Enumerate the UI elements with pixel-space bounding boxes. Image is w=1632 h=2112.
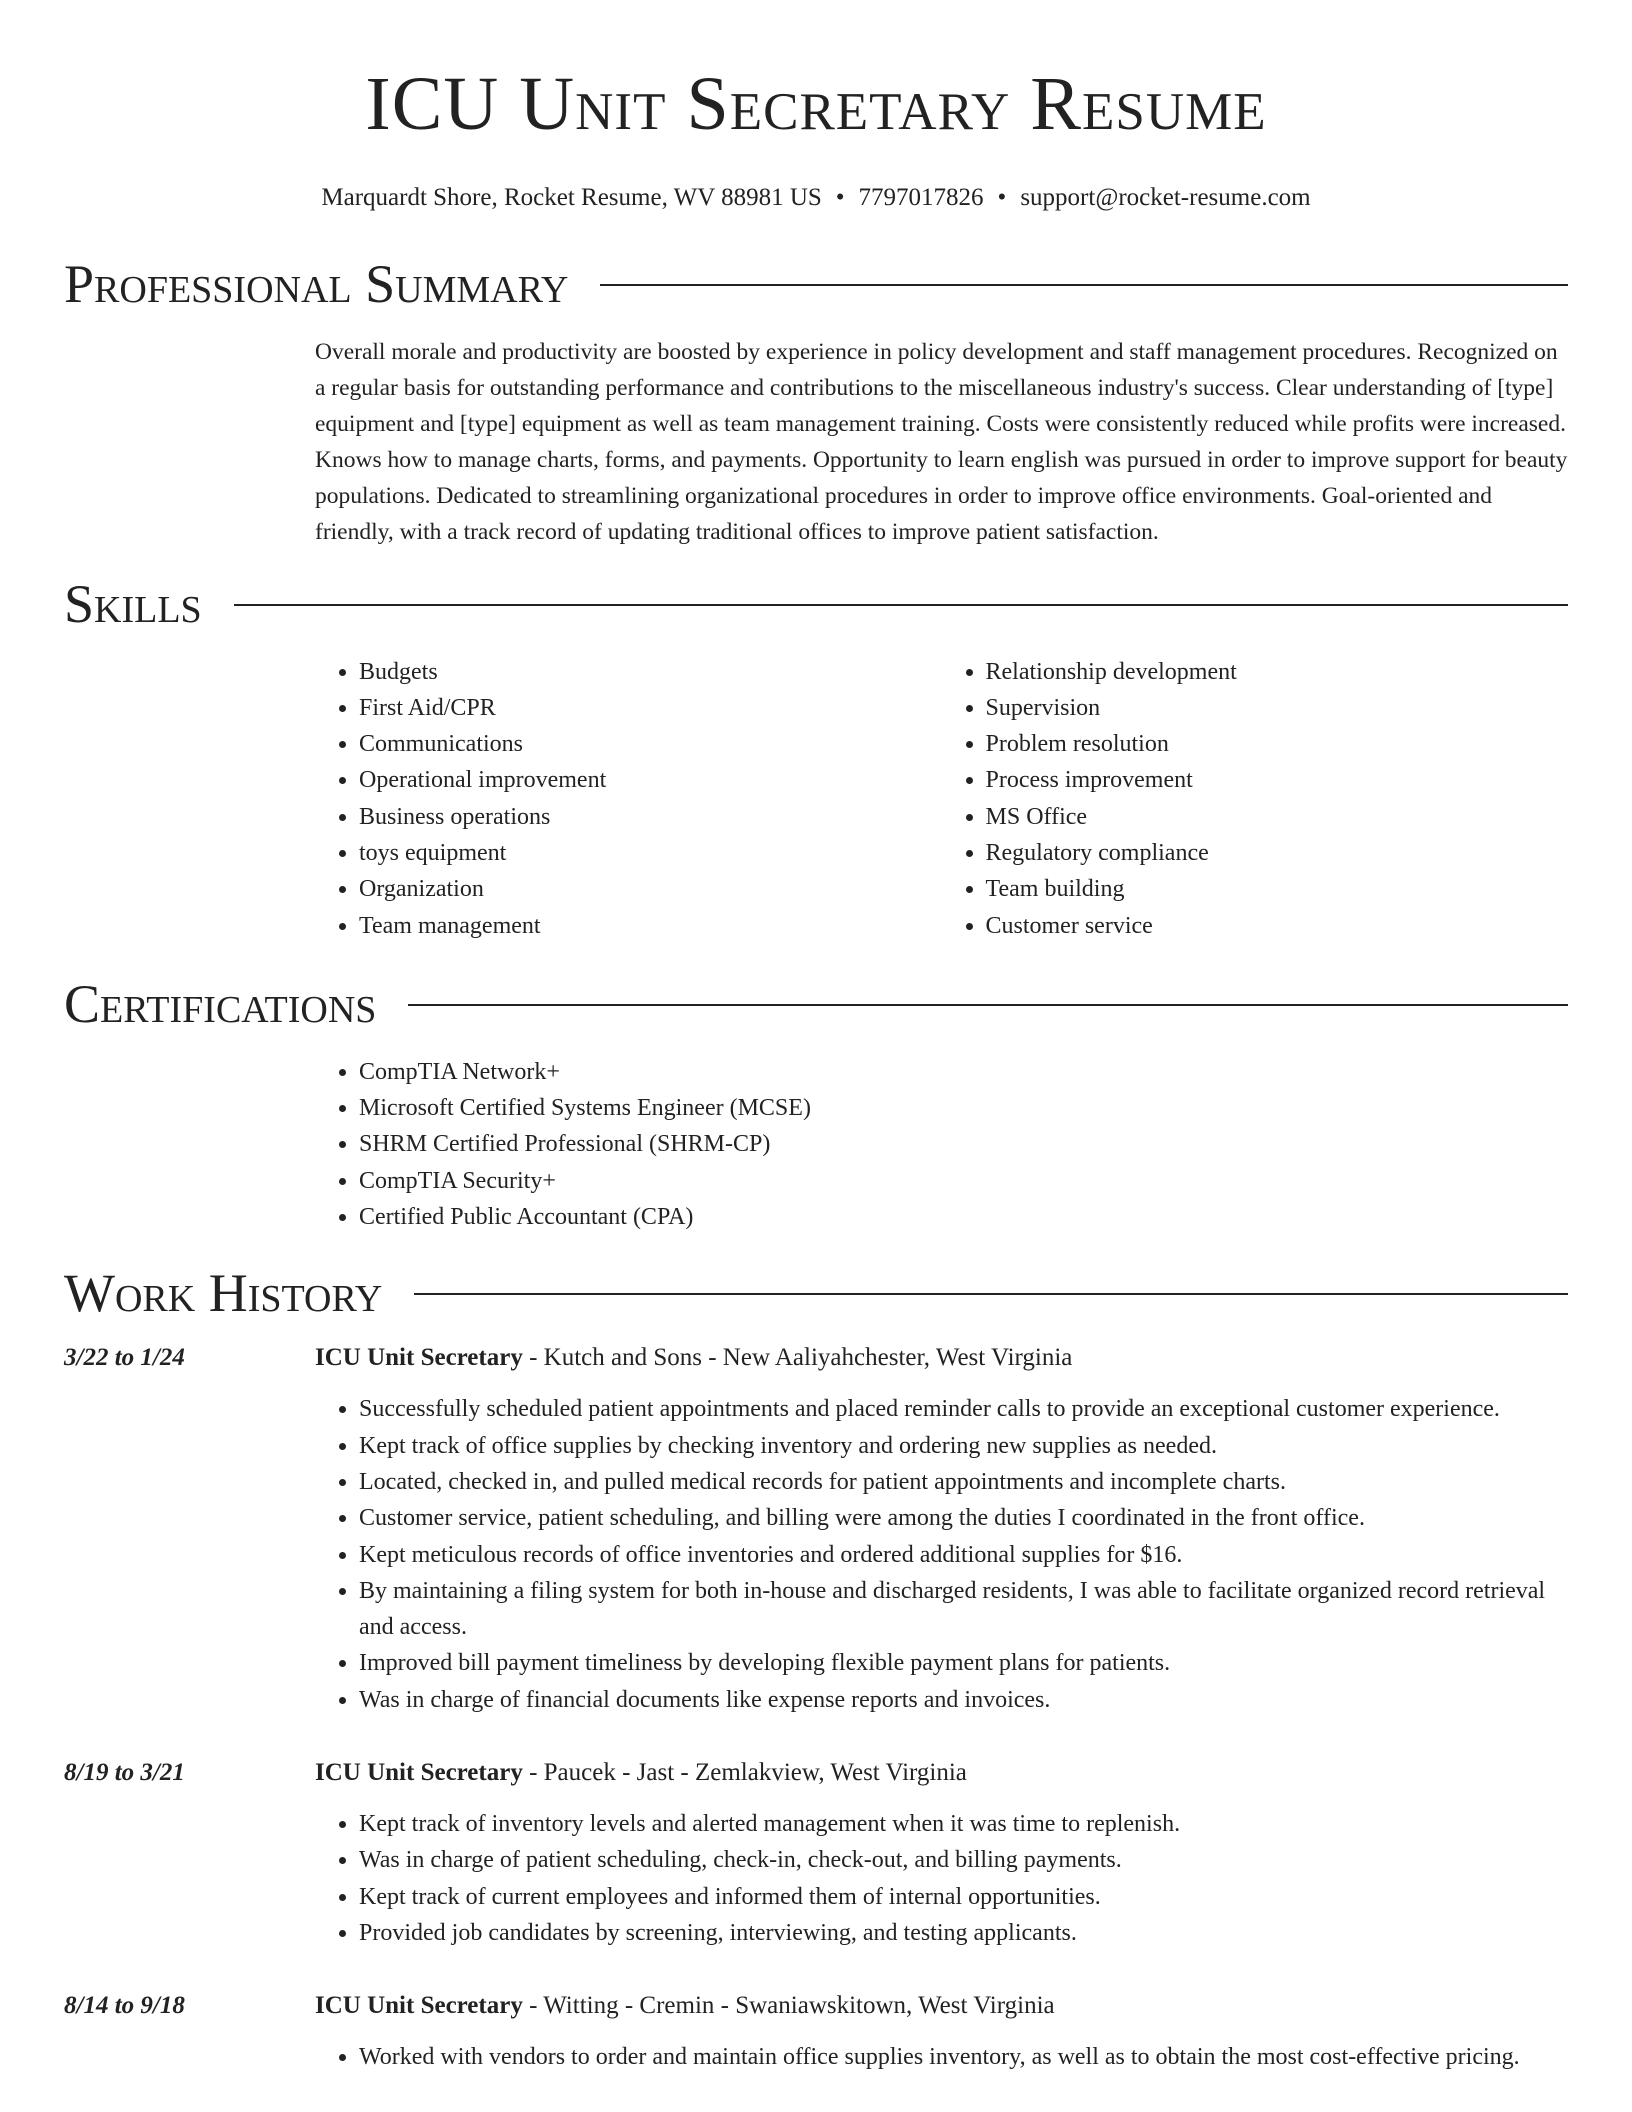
job-employer-location: - Kutch and Sons - New Aaliyahchester, West Virginia: [522, 1344, 1073, 1372]
work-history-heading: Work History: [64, 1263, 383, 1324]
job-duties: [315, 1806, 1568, 1951]
skill-item: • toys equipment: [359, 835, 942, 871]
job-duties: [315, 2039, 1568, 2075]
job-entry: [64, 1756, 1568, 1951]
job-title: ICU Unit Secretary: [315, 1759, 523, 1787]
contact-email: support@rocket-resume.com: [1020, 184, 1311, 211]
job-duty-item: • Kept track of office supplies by checking inventory and ordering new supplies as needed.: [359, 1428, 1568, 1464]
section-divider: [600, 284, 1568, 286]
job-title: ICU Unit Secretary: [315, 1992, 523, 2020]
skill-item: • Organization: [359, 871, 942, 907]
section-divider: [234, 604, 1568, 606]
skill-item: • Operational improvement: [359, 762, 942, 798]
certifications-items: [315, 1054, 1568, 1235]
contact-address: Marquardt Shore, Rocket Resume, WV 88981 US: [321, 184, 822, 211]
job-info: [315, 1341, 1072, 1375]
job-info: [315, 1989, 1055, 2023]
contact-line: [64, 182, 1568, 214]
job-dates: 8/19 to 3/21: [64, 1759, 185, 1787]
skill-item: • Relationship development: [986, 654, 1569, 690]
certifications-list: [315, 1054, 1568, 1235]
job-duty-item: • Worked with vendors to order and maintain office supplies inventory, as well as to obtain the most cost-effective pricing.: [359, 2039, 1568, 2075]
skill-item: • Team building: [986, 871, 1569, 907]
job-duty-item: • Was in charge of financial documents like expense reports and invoices.: [359, 1682, 1568, 1718]
certification-item: • Certified Public Accountant (CPA): [359, 1199, 1568, 1235]
skill-item: • First Aid/CPR: [359, 690, 942, 726]
certification-item: • Microsoft Certified Systems Engineer (MCSE): [359, 1090, 1568, 1126]
certification-item: • CompTIA Security+: [359, 1163, 1568, 1199]
skills-list: [315, 654, 1568, 944]
certification-item: • CompTIA Network+: [359, 1054, 1568, 1090]
job-duty-item: • Kept track of inventory levels and alerted management when it was time to replenish.: [359, 1806, 1568, 1842]
job-employer-location: - Witting - Cremin - Swaniawskitown, West Virginia: [522, 1992, 1055, 2020]
skill-item: • Customer service: [986, 908, 1569, 944]
summary-text: Overall morale and productivity are boosted by experience in policy development and staff management procedures. Recognized on a regular basis for outstanding performance and contributions to the miscellaneous industry's success. Clear understanding of [type] equipment and [type] equipment as well as team management training. Costs were consistently reduced while profits were increased. Knows how to manage charts, forms, and payments. Opportunity to learn english was pursued in order to improve support for beauty populations. Dedicated to streamlining organizational procedures in order to improve office environments. Goal-oriented and friendly, with a track record of updating traditional offices to improve patient satisfaction.: [315, 339, 1568, 545]
summary-heading: Professional Summary: [64, 254, 569, 314]
section-divider: [414, 1293, 1568, 1295]
job-header: [64, 1756, 1568, 1790]
job-info: [315, 1756, 967, 1790]
contact-separator: •: [835, 184, 845, 211]
job-entry: [64, 1989, 1568, 2075]
certifications-heading: Certifications: [64, 973, 377, 1034]
job-duty-item: • Was in charge of patient scheduling, check-in, check-out, and billing payments.: [359, 1842, 1568, 1878]
work-history-section-header: [64, 1263, 1568, 1323]
skill-item: • Communications: [359, 726, 942, 762]
resume-title: ICU Unit Secretary Resume: [365, 62, 1267, 146]
skill-item: • Problem resolution: [986, 726, 1569, 762]
contact-phone: 7797017826: [858, 184, 984, 211]
job-dates: 3/22 to 1/24: [64, 1344, 185, 1372]
skill-item: • Process improvement: [986, 762, 1569, 798]
job-duty-item: • Kept meticulous records of office inventories and ordered additional supplies for $16.: [359, 1537, 1568, 1573]
section-divider: [408, 1004, 1568, 1006]
job-header: [64, 1989, 1568, 2023]
skills-column-right: [942, 654, 1569, 944]
skill-item: • Business operations: [359, 799, 942, 835]
job-duty-item: • Provided job candidates by screening, interviewing, and testing applicants.: [359, 1915, 1568, 1951]
job-duty-item: • Improved bill payment timeliness by developing flexible payment plans for patients.: [359, 1645, 1568, 1681]
summary-section-header: [64, 254, 1568, 314]
skills-heading: Skills: [64, 573, 202, 634]
skills-section-header: [64, 574, 1568, 634]
job-duty-item: • By maintaining a filing system for both in-house and discharged residents, I was able to facilitate organized record retrieval and access.: [359, 1573, 1568, 1646]
skills-column-left: [315, 654, 942, 944]
skill-item: • Supervision: [986, 690, 1569, 726]
job-title: ICU Unit Secretary: [315, 1344, 523, 1372]
contact-separator: •: [997, 184, 1007, 211]
work-history-list: [64, 1341, 1568, 2075]
certification-item: • SHRM Certified Professional (SHRM-CP): [359, 1126, 1568, 1162]
job-duty-item: • Customer service, patient scheduling, and billing were among the duties I coordinated in the front office.: [359, 1500, 1568, 1536]
job-duties: [315, 1391, 1568, 1718]
job-header: [64, 1341, 1568, 1375]
job-duty-item: • Successfully scheduled patient appointments and placed reminder calls to provide an exceptional customer experience.: [359, 1391, 1568, 1427]
certifications-section-header: [64, 974, 1568, 1034]
job-employer-location: - Paucek - Jast - Zemlakview, West Virginia: [522, 1759, 967, 1787]
skill-item: • MS Office: [986, 799, 1569, 835]
job-dates: 8/14 to 9/18: [64, 1992, 185, 2020]
skill-item: • Regulatory compliance: [986, 835, 1569, 871]
job-duty-item: • Kept track of current employees and informed them of internal opportunities.: [359, 1879, 1568, 1915]
job-duty-item: • Located, checked in, and pulled medical records for patient appointments and incomplete charts.: [359, 1464, 1568, 1500]
job-entry: [64, 1341, 1568, 1718]
skill-item: • Team management: [359, 908, 942, 944]
skill-item: • Budgets: [359, 654, 942, 690]
